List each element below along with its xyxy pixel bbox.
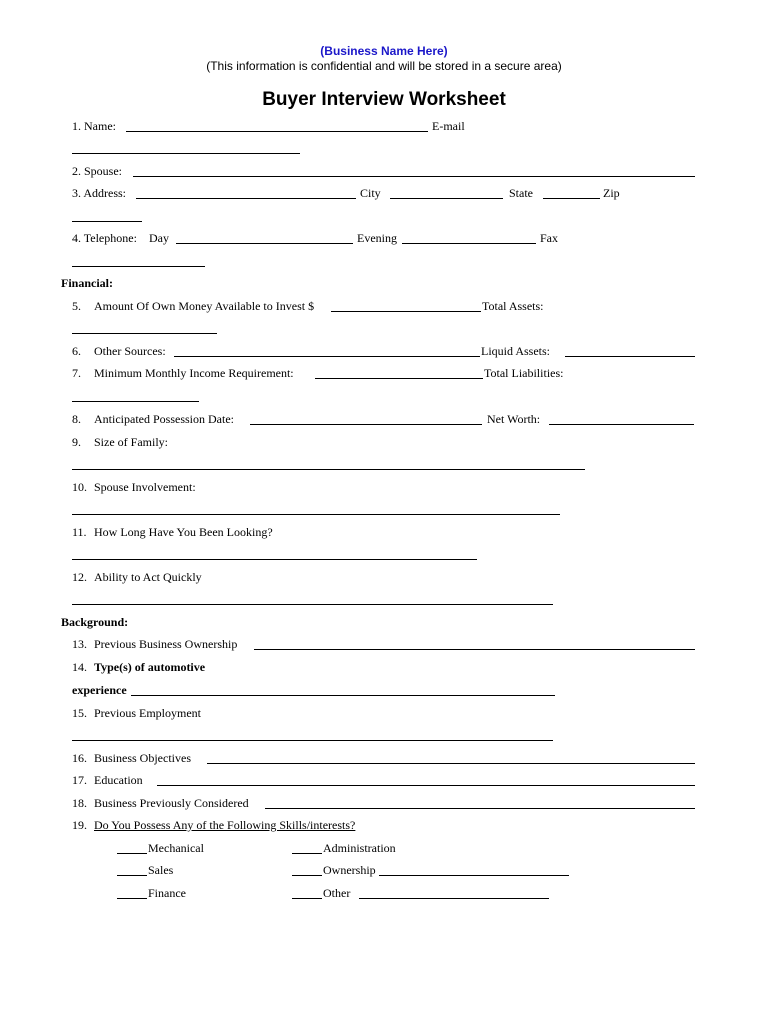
city-label: City [360,186,381,200]
previously-considered-label: Business Previously Considered [94,796,249,810]
spouse-involvement-field[interactable] [72,514,560,515]
email-field[interactable] [72,153,300,154]
item-number: 5. [72,299,81,313]
other-detail-field[interactable] [359,898,549,899]
looking-duration-label: How Long Have You Been Looking? [94,525,273,539]
item-number: 19. [72,818,87,832]
address-label: 3. Address: [72,186,126,200]
family-size-field[interactable] [72,469,585,470]
name-field[interactable] [126,131,428,132]
skill-administration: Administration [323,841,396,855]
item-number: 15. [72,706,87,720]
day-phone-field[interactable] [176,243,353,244]
telephone-label: 4. Telephone: [72,231,137,245]
evening-phone-field[interactable] [402,243,536,244]
looking-duration-field[interactable] [72,559,477,560]
automotive-experience-field[interactable] [131,695,555,696]
zip-field[interactable] [72,221,142,222]
possession-date-label: Anticipated Possession Date: [94,412,234,426]
skills-question-label: Do You Possess Any of the Following Skills/interests? [94,818,356,832]
own-money-label: Amount Of Own Money Available to Invest $ [94,299,315,313]
total-assets-label: Total Assets: [482,299,544,313]
min-income-field[interactable] [315,378,483,379]
business-name: (Business Name Here) [320,44,448,58]
item-number: 18. [72,796,87,810]
item-number: 7. [72,366,81,380]
previous-ownership-label: Previous Business Ownership [94,637,238,651]
other-sources-field[interactable] [174,356,480,357]
previous-ownership-field[interactable] [254,649,695,650]
ownership-blank[interactable] [292,875,322,876]
total-assets-field[interactable] [72,333,217,334]
item-number: 16. [72,751,87,765]
skill-finance: Finance [148,886,186,900]
min-income-label: Minimum Monthly Income Requirement: [94,366,294,380]
zip-label: Zip [603,186,620,200]
act-quickly-field[interactable] [72,604,553,605]
automotive-experience-label-cont: experience [72,683,127,697]
city-field[interactable] [390,198,503,199]
possession-date-field[interactable] [250,424,482,425]
net-worth-label: Net Worth: [487,412,541,426]
own-money-field[interactable] [331,311,481,312]
spouse-label: 2. Spouse: [72,164,123,178]
skill-other: Other [323,886,351,900]
item-number: 14. [72,660,87,674]
business-objectives-field[interactable] [207,763,695,764]
name-label: 1. Name: [72,119,116,133]
finance-blank[interactable] [117,898,147,899]
fax-field[interactable] [72,266,205,267]
mechanical-blank[interactable] [117,853,147,854]
item-number: 9. [72,435,81,449]
act-quickly-label: Ability to Act Quickly [94,570,202,584]
day-label: Day [149,231,169,245]
total-liabilities-field[interactable] [72,401,199,402]
skill-sales: Sales [148,863,174,877]
previously-considered-field[interactable] [265,808,695,809]
item-number: 8. [72,412,81,426]
fax-label: Fax [540,231,558,245]
family-size-label: Size of Family: [94,435,168,449]
spouse-involvement-label: Spouse Involvement: [94,480,196,494]
background-heading: Background: [61,615,129,629]
skill-ownership: Ownership [323,863,376,877]
spouse-field[interactable] [133,176,695,177]
email-label: E-mail [432,119,465,133]
other-blank[interactable] [292,898,322,899]
previous-employment-label: Previous Employment [94,706,201,720]
address-field[interactable] [136,198,356,199]
item-number: 6. [72,344,81,358]
education-label: Education [94,773,143,787]
evening-label: Evening [357,231,397,245]
item-number: 11. [72,525,87,539]
confidential-note: (This information is confidential and will be stored in a secure area) [206,59,562,73]
page-title: Buyer Interview Worksheet [262,89,506,110]
administration-blank[interactable] [292,853,322,854]
item-number: 17. [72,773,87,787]
state-label: State [509,186,533,200]
liquid-assets-field[interactable] [565,356,695,357]
business-objectives-label: Business Objectives [94,751,191,765]
item-number: 12. [72,570,87,584]
automotive-experience-label: Type(s) of automotive [94,660,206,674]
other-sources-label: Other Sources: [94,344,166,358]
financial-heading: Financial: [61,276,114,290]
liquid-assets-label: Liquid Assets: [481,344,551,358]
net-worth-field[interactable] [549,424,694,425]
item-number: 10. [72,480,87,494]
sales-blank[interactable] [117,875,147,876]
item-number: 13. [72,637,87,651]
education-field[interactable] [157,785,695,786]
ownership-detail-field[interactable] [379,875,569,876]
previous-employment-field[interactable] [72,740,553,741]
skill-mechanical: Mechanical [148,841,204,855]
state-field[interactable] [543,198,600,199]
total-liabilities-label: Total Liabilities: [484,366,564,380]
